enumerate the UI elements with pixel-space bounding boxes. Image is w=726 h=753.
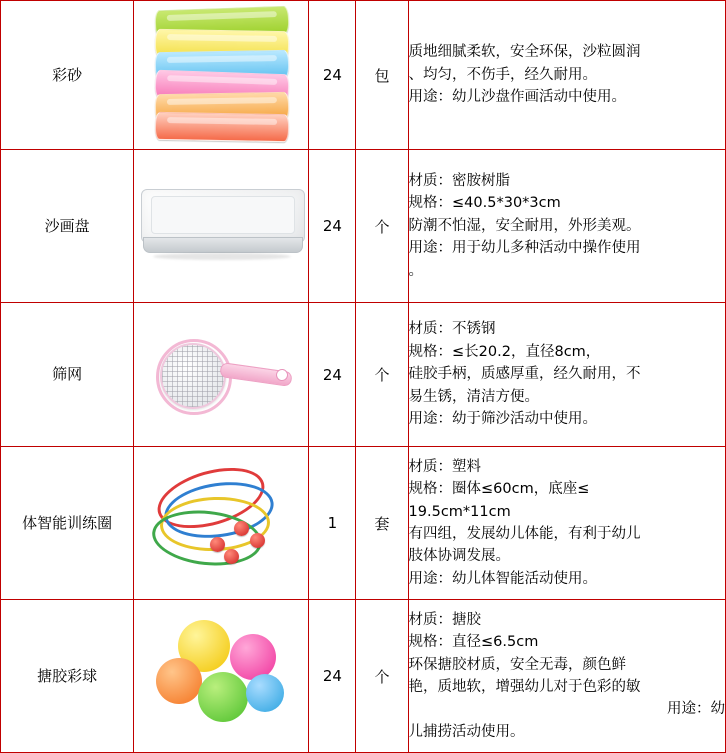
description-line: 材质：搪胶 bbox=[408, 611, 482, 628]
product-quantity: 24 bbox=[309, 1, 356, 150]
description-line: 材质：密胺树脂 bbox=[408, 172, 511, 189]
product-description bbox=[408, 150, 725, 303]
description-line: 规格：≤40.5*30*3cm bbox=[408, 195, 561, 212]
product-image-cell bbox=[134, 150, 309, 303]
description-line: 防潮不怕湿，安全耐用，外形美观。 bbox=[408, 217, 641, 234]
description-line: 环保搪胶材质，安全无毒，颜色鲜 bbox=[408, 656, 627, 673]
product-description bbox=[408, 447, 725, 600]
product-name: 搪胶彩球 bbox=[1, 600, 134, 753]
product-unit: 个 bbox=[356, 600, 408, 753]
product-name: 彩砂 bbox=[1, 1, 134, 150]
description-line: 儿捕捞活动使用。 bbox=[408, 723, 525, 740]
spiky-balls-icon bbox=[134, 600, 309, 752]
product-description bbox=[408, 303, 725, 447]
sieve-strainer-icon bbox=[134, 303, 309, 446]
product-unit: 套 bbox=[356, 447, 408, 600]
product-image-cell bbox=[134, 600, 309, 753]
description-line: 质地细腻柔软，安全环保，沙粒圆润 bbox=[408, 44, 641, 61]
white-sand-tray-icon bbox=[134, 150, 309, 302]
product-name: 沙画盘 bbox=[1, 150, 134, 303]
description-line: 19.5cm*11cm bbox=[408, 503, 511, 520]
description-line: 用途：幼于筛沙活动中使用。 bbox=[408, 411, 598, 428]
table-row bbox=[1, 1, 726, 150]
product-description bbox=[408, 1, 725, 150]
description-line: 易生锈，清洁方便。 bbox=[408, 388, 540, 405]
description-line: 规格：圈体≤60cm，底座≤ bbox=[408, 481, 590, 498]
table-row bbox=[1, 303, 726, 447]
product-unit: 个 bbox=[356, 150, 408, 303]
description-line: 用途：幼儿体智能活动使用。 bbox=[408, 570, 598, 587]
product-image-cell bbox=[134, 447, 309, 600]
table-row bbox=[1, 150, 726, 303]
description-line: 材质：塑料 bbox=[408, 458, 482, 475]
description-line: 有四组，发展幼儿体能，有利于幼儿 bbox=[408, 526, 641, 542]
description-line: 肢体协调发展。 bbox=[408, 548, 511, 565]
description-line: 用途：幼儿沙盘作画活动中使用。 bbox=[408, 89, 627, 106]
description-line: 、均匀，不伤手，经久耐用。 bbox=[408, 66, 598, 83]
colored-sand-bags-icon bbox=[134, 1, 309, 149]
product-unit: 包 bbox=[356, 1, 408, 150]
product-description bbox=[408, 600, 725, 753]
table-row bbox=[1, 600, 726, 753]
description-line: 规格：≤长20.2，直径8cm， bbox=[408, 343, 601, 360]
product-name: 筛网 bbox=[1, 303, 134, 447]
description-line: 用途：用于幼儿多种活动中操作使用 bbox=[408, 240, 641, 257]
product-quantity: 1 bbox=[309, 447, 356, 600]
description-line: 规格：直径≤6.5cm bbox=[408, 634, 539, 651]
product-unit: 个 bbox=[356, 303, 408, 447]
table-row bbox=[1, 447, 726, 600]
description-line: 材质：不锈钢 bbox=[408, 321, 496, 338]
description-line: 艳，质地软，增强幼儿对于色彩的敏 bbox=[408, 679, 641, 695]
product-quantity: 24 bbox=[309, 150, 356, 303]
description-line-trailing: 用途：幼 bbox=[667, 701, 725, 718]
product-quantity: 24 bbox=[309, 600, 356, 753]
product-image-cell bbox=[134, 1, 309, 150]
training-hoops-icon bbox=[134, 447, 309, 599]
product-name: 体智能训练圈 bbox=[1, 447, 134, 600]
description-line: 硅胶手柄，质感厚重，经久耐用，不 bbox=[408, 366, 641, 383]
product-image-cell bbox=[134, 303, 309, 447]
description-line: 。 bbox=[408, 262, 424, 279]
product-quantity: 24 bbox=[309, 303, 356, 447]
